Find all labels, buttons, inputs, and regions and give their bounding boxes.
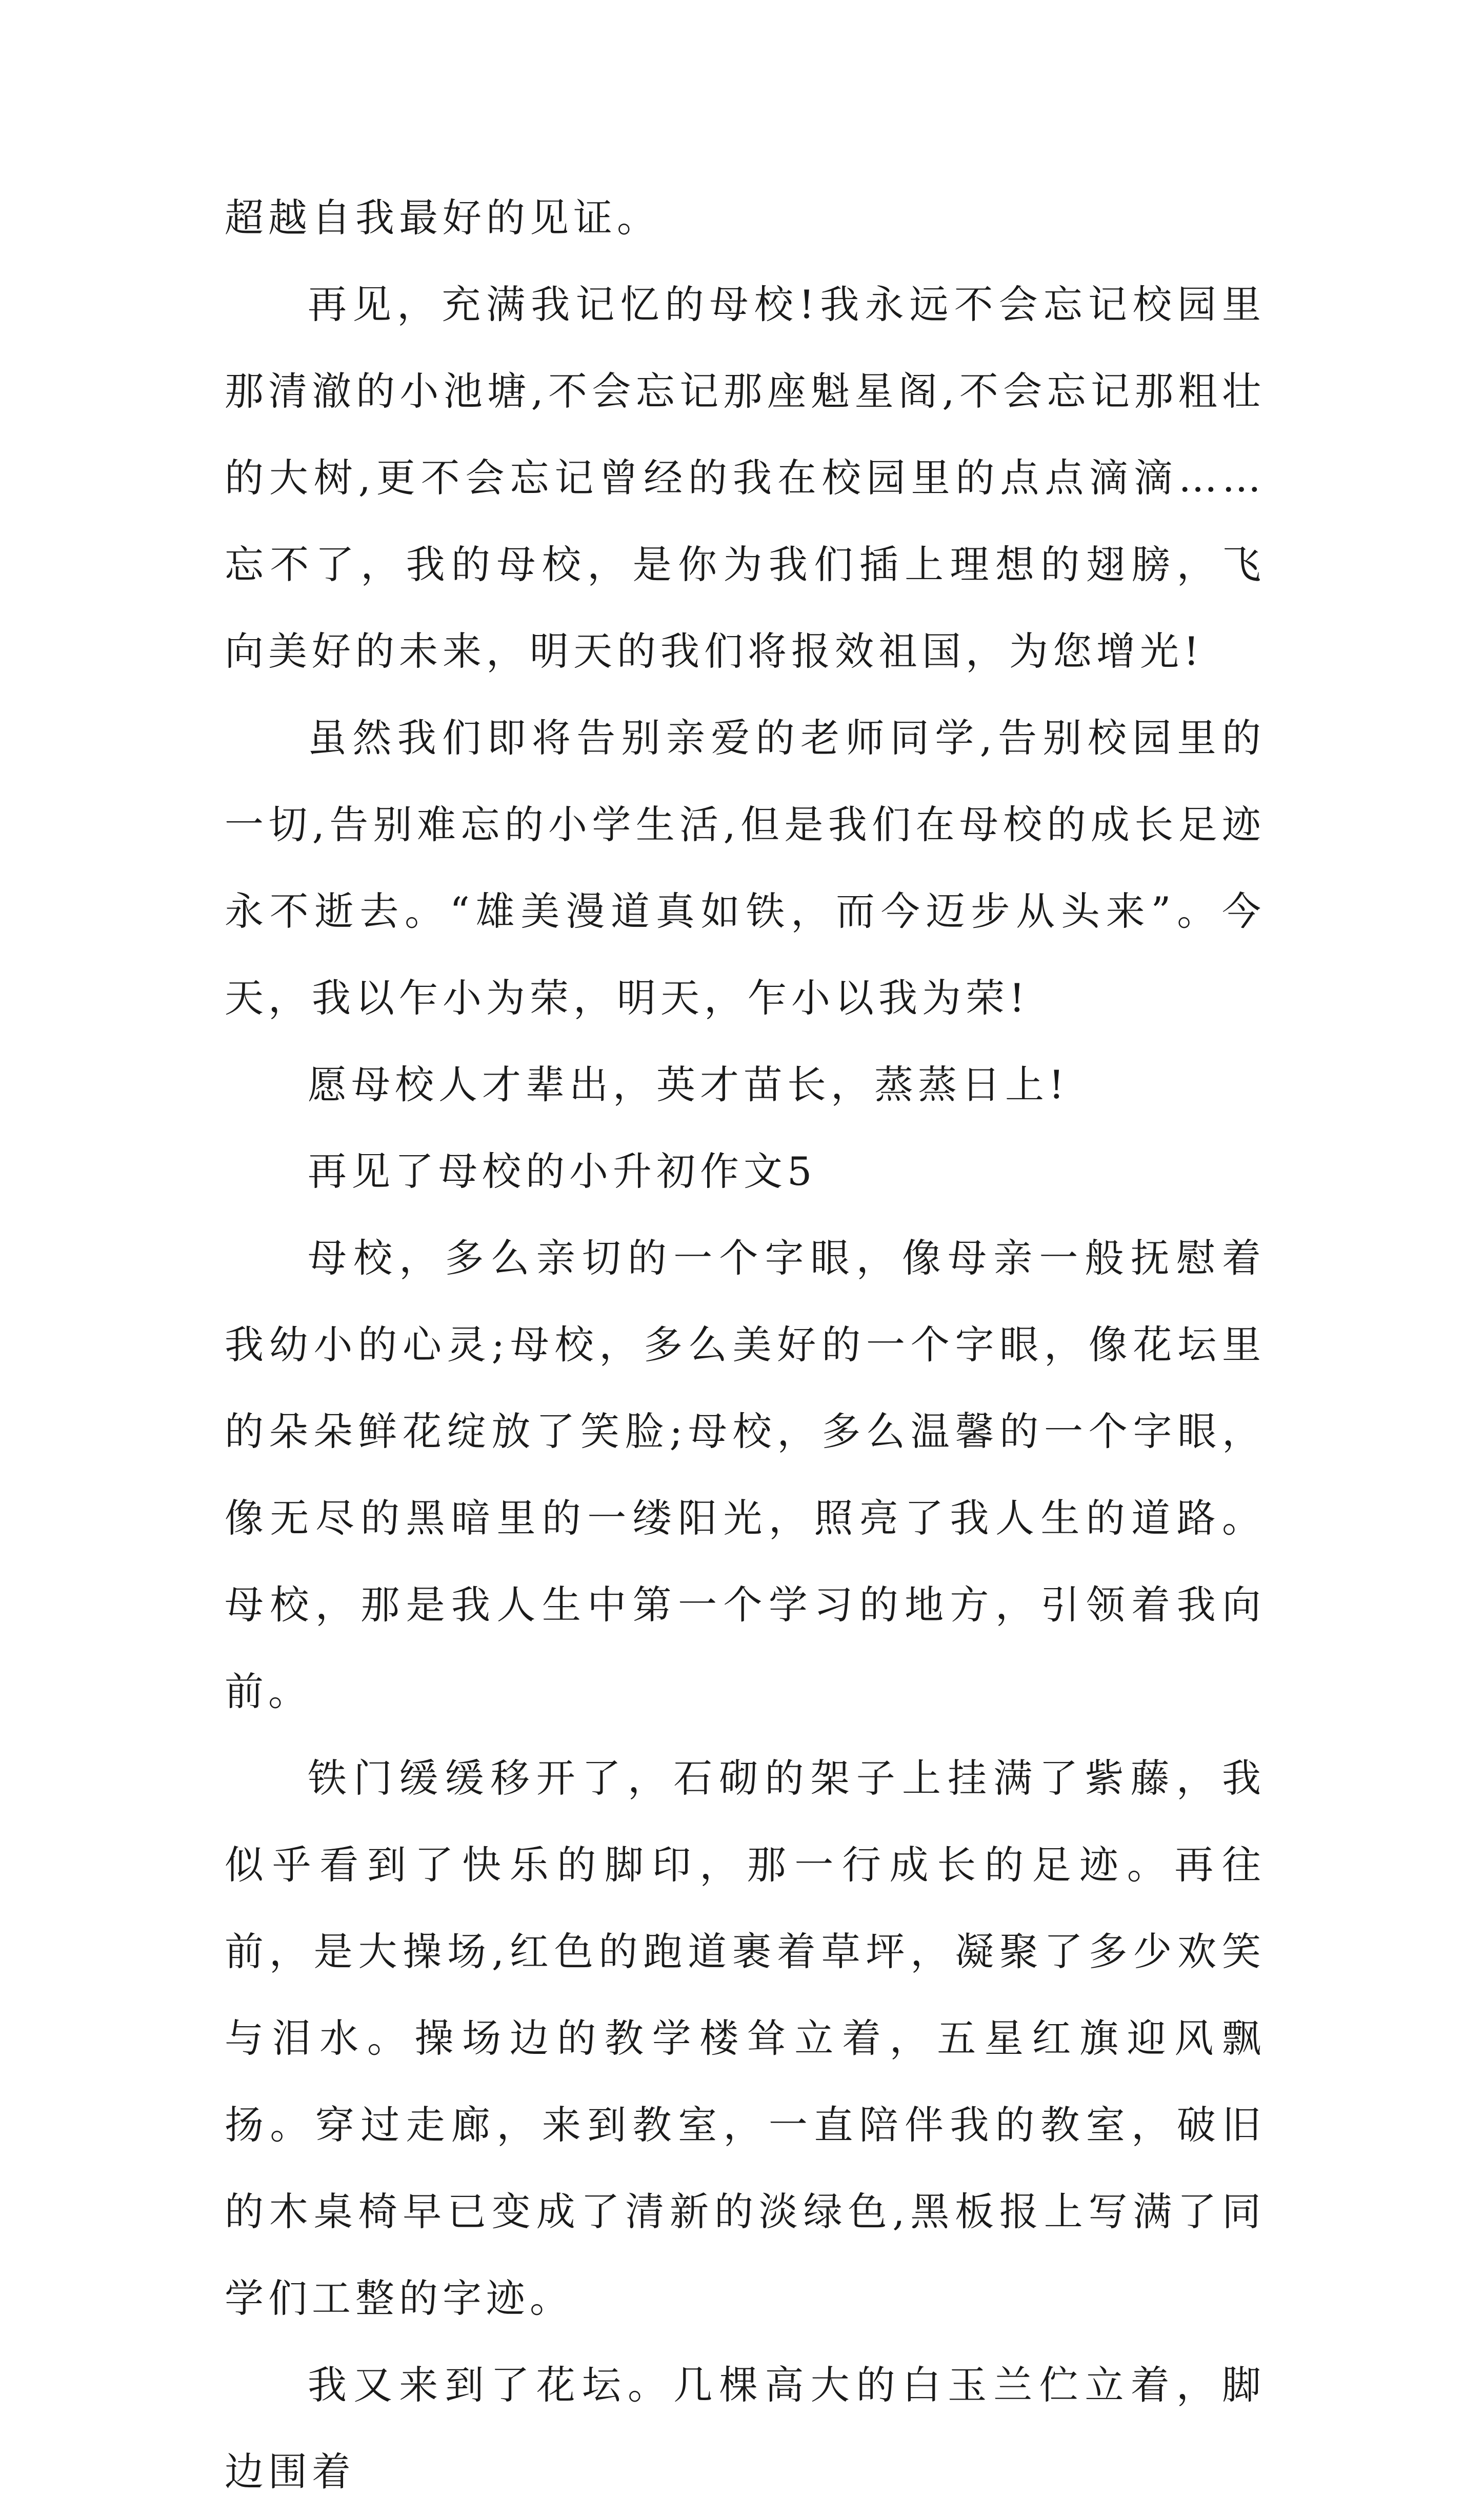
paragraph: 母校，多么亲切的一个字眼，像母亲一般抚慰着我幼小的心灵;母校，多么美好的一个字眼，像花坛里的朵朵鲜花绽放了笑脸;母校，多么温馨的一个字眼，像无尽的黑暗里的一缕阳光，照亮了我人生的道路。母校，那是我人生中第一个学习的地方，引领着我向前。 [225,1235,1266,1714]
document-body [225,174,1266,2515]
paragraph: 再见，充满我记忆的母校!我永远不会忘记校园里那清澈的小池塘,不会忘记那座魁星阁,不会忘记那粗壮的大树,更不会忘记曾经的我在校园里的点点滴滴……忘不了，我的母校，是你为我们插上理想的翅膀，飞向美好的未来，明天的我们将报效祖国，为您增光! [225,282,1266,674]
paragraph: 虽然我们即将告别亲爱的老师同学,告别校园里的一切,告别难忘的小学生活,但是我们在母校的成长足迹永不逝去。“雄美漫道真如铁，而今迈步从头来”。今天，我以乍小为荣，明天，乍小以我为荣! [225,715,1266,1021]
paragraph: 我又来到了花坛。几棵高大的白玉兰伫立着，脚边围着 [225,2362,1266,2494]
paragraph: 愿母校人才辈出，英才苗长，蒸蒸日上! [308,1062,1069,1107]
section-heading: 再见了母校的小升初作文5 [308,1148,817,1194]
paragraph: 铁门缓缓移开了，石砌的架子上挂满了紫藤，我似乎看到了快乐的脚印，那一行成长的足迹。再往前，是大操场,红色的跑道裹着草坪，凝聚了多少欢笑与泪水。操场边的教学楼耸立着，五星红旗迎风飘扬。穿过走廊，来到教室，一直陪伴我的教室，破旧的木桌椅早已变成了清新的淡绿色,黑板报上写满了同学们工整的字迹。 [225,1755,1266,2321]
paragraph: 超越自我最好的见证。 [225,195,660,241]
